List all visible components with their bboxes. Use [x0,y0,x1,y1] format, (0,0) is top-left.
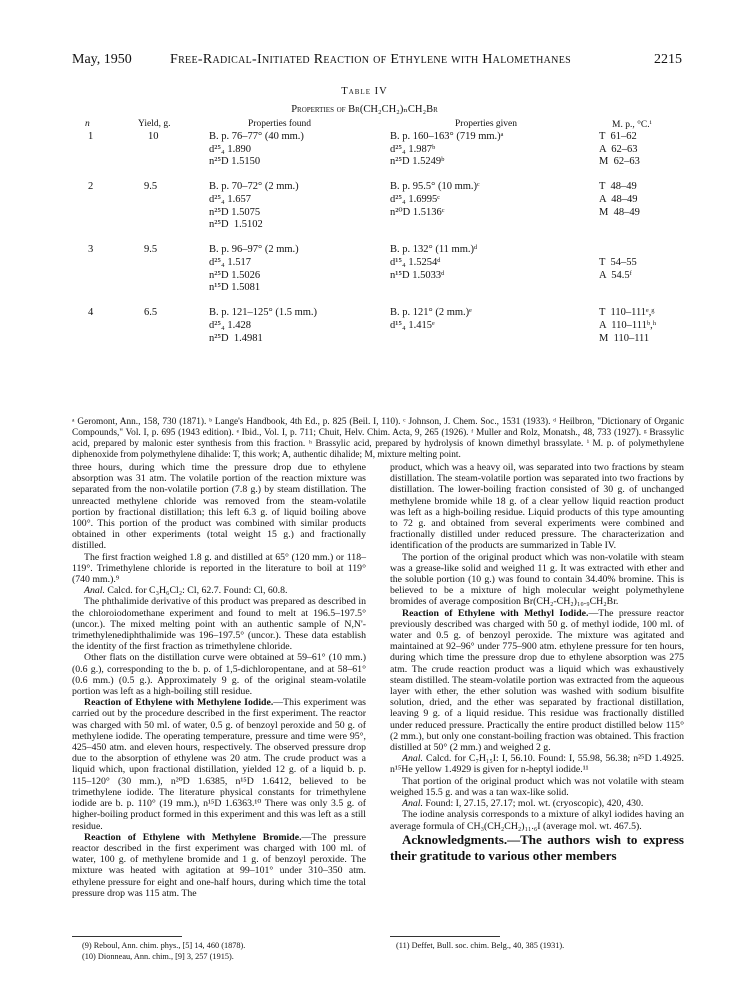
cell-found: n²⁵D 1.5026 [209,269,261,281]
cell-mp: M 62–63 [599,156,640,168]
cell-yield: 10 [148,131,159,142]
anal-label: Anal. [84,585,105,597]
anal-text: Calcd. for C₇H₁₅I: I, 56.10. Found: I, 55.98, 56.38; n²⁵D 1.4925. n¹⁵He yellow 1.4929 is given for n-heptyl iodide.¹¹ [390,753,684,776]
cell-found: n²⁵D 1.5075 [209,206,261,218]
cell-mp: T 48–49 [599,181,637,193]
cell-found: n²⁵D 1.5102 [209,219,263,231]
cell-yield: 9.5 [144,181,158,193]
section-paragraph [390,608,684,754]
footnote: (10) Dionneau, Ann. chim., [9] 3, 257 (1915). [82,952,234,961]
cell-given: B. p. 160–163° (719 mm.)ᵃ [390,131,504,142]
running-header [72,52,682,72]
anal-label: Anal. [402,753,423,765]
paragraph: The portion of the original product which was non-volatile with steam was a grease-like solid and weighed 11 g. It was extracted with ether and the soluble portion (10 g.) was found to contain 34.40% bromine. This is believed to be a mixture of high molecular weight polymethylene bromides of average composition Br(CH₂-CH₂)₁₀.₉CH₂Br. [390,551,684,608]
section-text: —This experiment was carried out by the procedure described in the first experiment. The reactor was charged with 50 ml. of water, 0.5 g. of benzoyl peroxide and 50 g. of methylene iodide. The operating temperature, pressure and time were 95°, 425–450 atm. and eleven hours, respectively. The observed pressure drop due to the absorption of ethylene was 20 atm. The crude product was a liquid which, upon fractional distillation, yielded 12 g. of a liquid b. p. 115–120° (30 mm.), n²⁰D 1.6385, n¹⁵D 1.6412, believed to be trimethylene iodide. The literature physical constants for trimethylene iodide are b. p. 110° (19 mm.), n¹⁵D 1.6363.¹⁰ There was only 3.5 g. of higher-boiling product formed in this experiment and this was left as a still residue. [72,697,366,832]
cell-yield: 9.5 [144,244,158,256]
cell-mp: M 110–111 [599,332,650,344]
col-head-found: Properties found [248,119,312,129]
left-column [72,462,366,899]
anal-text: Found: I, 27.15, 27.17; mol. wt. (cryoscopic), 420, 430. [425,798,644,810]
section-heading: Reaction of Ethylene with Methyl Iodide. [402,607,589,619]
cell-found: n¹⁵D 1.5081 [209,282,261,294]
cell-mp: T 61–62 [599,131,637,142]
table-title: Table IV [341,86,388,97]
cell-mp: A 62–63 [599,143,638,155]
cell-yield: 6.5 [144,307,158,319]
cell-given: d¹⁵₄ 1.5254ᵈ [390,256,441,268]
analysis-paragraph [72,585,366,596]
cell-mp: A 48–49 [599,193,638,205]
cell-mp: T 54–55 [599,256,637,268]
cell-found: d²⁵₄ 1.890 [209,143,251,155]
footnote-rule [390,936,500,937]
footnotes-left [82,940,245,962]
paragraph: That portion of the original product which was not volatile with steam weighed 15.5 g. and was a tan wax-like solid. [390,775,684,798]
cell-given: d²⁵₄ 1.987ᵇ [390,143,436,155]
right-column [390,462,684,864]
col-head-mp: M. p., °C.ⁱ [612,120,652,130]
col-head-given: Properties given [455,119,518,129]
cell-n: 2 [88,181,94,193]
cell-found: d²⁵₄ 1.517 [209,256,251,268]
cell-found: B. p. 76–77° (40 mm.) [209,131,304,142]
section-paragraph [72,697,366,831]
cell-given: n²⁰D 1.5136ᶜ [390,206,445,218]
paragraph: The phthalimide derivative of this product was prepared as described in the chloroiodomethane experiment and found to melt at 196.5–197.5° (uncor.). The mixed melting point with an authentic sample of N,N'-trimethylenediphthalimide was 196–197.5° (uncor.). These data establish the identity of the first fraction as trimethylene chloride. [72,596,366,653]
footnote: (11) Deffet, Bull. soc. chim. Belg., 40, 385 (1931). [396,941,565,950]
footnote-rule [72,936,182,937]
paragraph: The iodine analysis corresponds to a mixture of alkyl iodides having an average formula of CH₃(CH₂CH₂)₁₁.₆I (average mol. wt. 467.5). [390,809,684,832]
cell-given: n²⁵D 1.5249ᵇ [390,156,445,168]
cell-found: B. p. 70–72° (2 mm.) [209,181,299,193]
anal-label: Anal. [402,798,423,810]
col-head-n: n [85,119,90,129]
acknowledgments: Acknowledgments.—The authors wish to express their gratitude to various other members [390,831,684,863]
page-number: 2215 [654,52,682,67]
cell-mp: T 110–111ᵉ,ᵍ [599,307,655,319]
cell-given: B. p. 95.5° (10 mm.)ᶜ [390,181,480,193]
section-heading: Reaction of Ethylene with Methylene Bromide. [84,831,302,843]
header-title: Free-Radical-Initiated Reaction of Ethylene with Halomethanes [170,52,571,67]
col-head-yield: Yield, g. [138,119,171,129]
cell-found: B. p. 96–97° (2 mm.) [209,244,299,256]
cell-found: d²⁵₄ 1.428 [209,319,251,331]
cell-mp: M 48–49 [599,206,640,218]
anal-text: Calcd. for C₃H₆Cl₂: Cl, 62.7. Found: Cl, 60.8. [107,585,288,597]
paragraph: three hours, during which time the pressure drop due to ethylene absorption was 31 atm. The volatile portion of the reaction mixture was separated from the non-volatile portion (7.8 g.) by steam distillation. The unreacted methylene chloride was removed from the steam-volatile portion by fractional distillation; this left 6.3 g. of liquid boiling above 100°. This portion of the product was combined with similar products obtained in other experiments (total weight 15 g.) and fractionally distilled. [72,462,366,552]
cell-n: 1 [88,131,94,142]
cell-n: 4 [88,307,94,319]
cell-mp: A 54.5ᶠ [599,269,632,281]
cell-n: 3 [88,244,94,256]
paragraph: product, which was a heavy oil, was separated into two fractions by steam distillation. The steam-volatile portion was separated into two fractions by distillation. The lower-boiling fraction consisted of 30 g. of unchanged methylene bromide while 18 g. of a clear yellow liquid reaction product was left as a high-boiling residue. Liquid products of this type amounting to 72 g. and obtained from several experiments were combined and fractionally distilled under reduced pressure. The characterization and identification of the products are summarized in Table IV. [390,462,684,552]
cell-given: d²⁵₄ 1.6995ᶜ [390,193,440,205]
cell-given: d¹⁵₄ 1.415ᵉ [390,319,435,331]
section-heading: Reaction of Ethylene with Methylene Iodide. [84,697,274,709]
paragraph: The first fraction weighed 1.8 g. and distilled at 65° (120 mm.) or 118–119°. Trimethylene chloride is reported in the literature to boil at 119° (740 mm.).⁹ [72,551,366,586]
cell-given: n¹⁵D 1.5033ᵈ [390,269,445,281]
paragraph: Other flats on the distillation curve were obtained at 59–61° (10 mm.) (0.6 g.), corresponding to the b. p. of 1,5-dichloropentane, and at 58–61° (0.6 mm.) (0.5 g.). Approximately 9 g. of the original steam-volatile portion was left as a high-boiling still residue. [72,652,366,698]
section-paragraph [72,832,366,899]
table-footnotes: ᵃ Geromont, Ann., 158, 730 (1871). ᵇ Lange's Handbook, 4th Ed., p. 825 (Beil. I, 110). ᶜ Johnson, J. Chem. Soc., 1531 (1933). ᵈ Heilbron, "Dictionary of Organic Compounds," Vol. I, p. 695 (1943 edition). ᵉ Ibid., Vol. I, p. 711; Chuit, Helv. Chim. Acta, 9, 265 (1926). ᶠ Muller and Rolz, Monatsh., 48, 733 (1927). ᵍ Brassylic acid, prepared by malonic ester synthesis from this fraction. ʰ Brassylic acid, prepared by hydrolysis of known dimethyl brassylate. ⁱ M. p. of polymethylene diphenoxide from polymethylene dihalide: T, this work; A, authentic dihalide; M, mixture melting point. [72,417,684,460]
cell-found: B. p. 121–125° (1.5 mm.) [209,307,318,319]
footnotes-right [396,940,564,951]
section-text: —The pressure reactor described in the first experiment was charged with 100 ml. of water, 100 g. of methylene bromide and 1 g. of benzoyl peroxide. The mixture was heated with agitation at 99–101° under 310–350 atm. ethylene pressure for eight and one-half hours, during which time the total pressure drop was 115 atm. The [72,831,367,899]
header-date: May, 1950 [72,52,132,67]
cell-found: n²⁵D 1.5150 [209,156,261,168]
analysis-paragraph [390,798,684,809]
footnote: (9) Reboul, Ann. chim. phys., [5] 14, 460 (1878). [82,941,246,950]
cell-given: B. p. 121° (2 mm.)ᵉ [390,307,472,319]
analysis-paragraph [390,753,684,775]
cell-found: d²⁵₄ 1.657 [209,193,251,205]
cell-mp: A 110–111ᵇ,ʰ [599,319,657,331]
cell-given: B. p. 132° (11 mm.)ᵈ [390,244,478,256]
section-text: —The pressure reactor previously described was charged with 50 g. of methyl iodide, 100 ml. of water and 0.5 g. of benzoyl peroxide. The mixture was agitated and maintained at 92–96° under 775–900 atm. ethylene pressure for ten hours, during which time the pressure drop due to ethylene absorption was 275 atm. The crude reaction product was a liquid which was exhaustively steam distilled. The steam-volatile portion was extracted from the aqueous layer with ether, the ether solution was washed with sodium bisulfite solution, dried, and the ether was separated by fractional distillation, leaving 9 g. of a liquid residue. This residue was fractionally distilled under reduced pressure. Practically the entire product distilled below 115° (2 mm.), but only one constant-boiling fraction was obtained. This fraction distilled at 50° (2 mm.) and weighed 2 g. [390,607,684,754]
table-subtitle: Properties of Br(CH₂CH₂)ₙCH₂Br [291,104,438,115]
cell-found: n²⁵D 1.4981 [209,332,263,344]
